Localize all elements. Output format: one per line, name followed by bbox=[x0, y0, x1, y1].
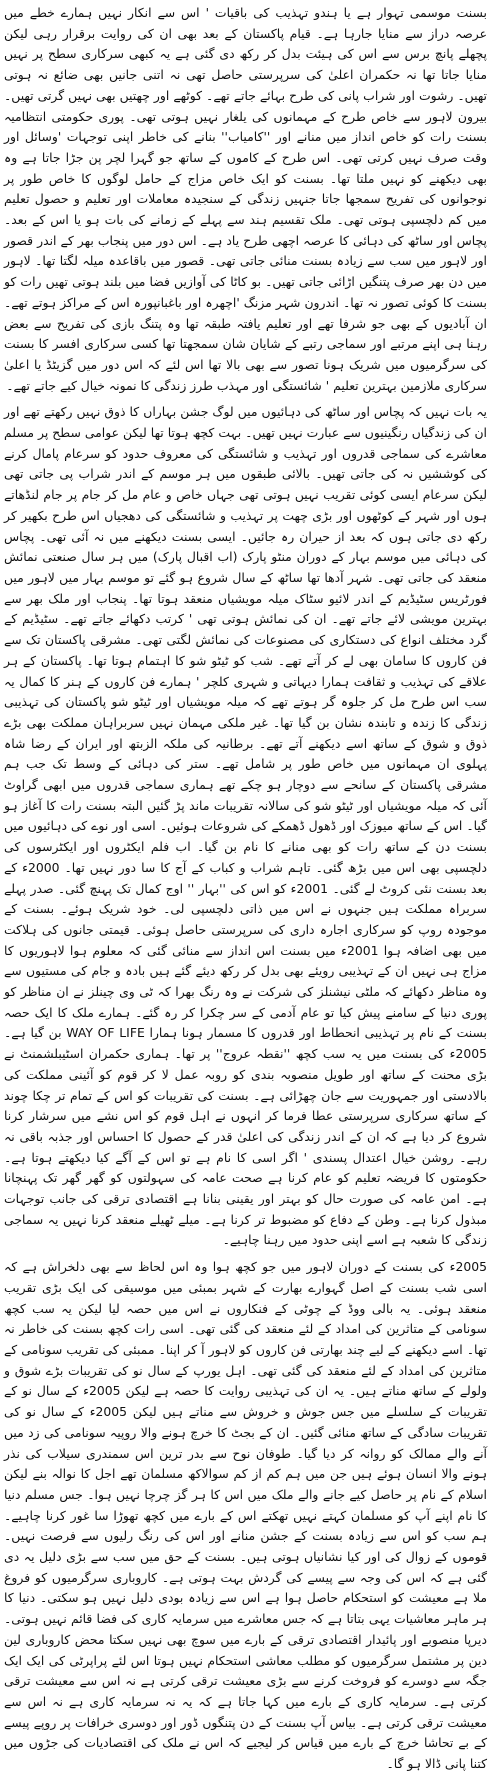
article-paragraph-3: 2005ء کی بسنت کے دوران لاہور میں جو کچھ ہوا وہ اس لحاظ سے بھی دلخراش ہے کہ اسی شب بسنت کے اصل گہوارے بھارت کے شہر بمبئی میں موسیقی کی ایک بڑی تقریب منعقد ہوئی۔ یہ بالی ووڈ کے چوٹی کے فنکاروں نے اس میں حصہ لیا لیکن یہ سب کچھ سونامی کے متاثرین کی امداد کے لئے منعقد کی گئی تھی۔ اسی رات کچھ بسنت کی خاطر نہ تھا۔ اسے دیکھنے کے لیے چند بھارتی فن کاروں کو لاہور آ کر اپنا۔ ممبئی کی تقریب سونامی کے متاثرین کی امداد کے لئے منعقد کی گئی تھی۔ اہل یورپ کے سال نو کی تقریبات بڑے شوق و ولولے کے ساتھ مناتے ہیں۔ یہ ان کی تہذیبی روایت کا حصہ ہے لیکن 2005ء کے سال نو کے تقریبات کے سلسلے میں جس جوش و خروش سے مناتے ہیں لیکن 2005ء کے سال نو کی تقریبات سادگی کے ساتھ منائی گئیں۔ ان کے بجٹ کا خرچ ہونے والا روپیہ سونامی کی زد میں آنے والے ممالک کو روانہ کر دیا گیا۔ طوفان نوح سے بدر ترین اس سمندری سیلاب کی نذر ہونے والا انسان ہوئے ہیں جن میں ہم کم از کم سوالاکھ مسلمان تھے اجل کا نوالہ بنے لیکن اسلام کے نام پر حاصل کیے جانے والے ملک میں اس کا ہر گز چرچا نہیں ہوا۔ جس مسلم دنیا کا نام اپنے آپ کو مسلمان کہتے نہیں تھکتے اس کے بارے میں کچھ تھوڑا سا غور کرنا چاہیے۔ ہم سب کو اس سے زیادہ بسنت کے جشن منانے اور اس کی رنگ رلیوں سے فرصت نہیں۔ قوموں کے زوال کی اور کیا نشانیاں ہوتی ہیں۔ بسنت کے حق میں سب سے بڑی دلیل یہ دی گئی ہے کہ اس کی وجہ سے پیسے کی گردش بہت ہوتی ہے۔ کاروباری سرگرمیوں کو فروغ ملا ہے معیشت کو استحکام حاصل ہوا ہے اس سے زیادہ بودی دلیل نہیں ہو سکتی۔ دنیا کا ہر ماہر معاشیات یہی بتاتا ہے کہ جس معاشرے میں سرمایہ کاری کی فضا قائم نہیں ہوتی۔ دیرپا منصوبے اور پائیدار اقتصادی ترقی کے بارے میں سوچ بھی نہیں سکتا محض کاروباری لین دین پر مشتمل سرگرمیوں کو مطلب معاشی استحکام نہیں ہوتا اس لئے پراپرٹی کی ایک ایک جگہ سے دوسرے کو فروخت کرنے سے بڑی معیشت ترقی کرتی ہے نہ اس سے معیشت ترقی کرتی ہے۔ سرمایہ کاری کے بارے میں کہا جاتا ہے کہ یہ نہ سرمایہ کاری ہے نہ اس سے معیشت ترقی کرتی ہے۔ بیاس آپ بسنت کے دن پتنگوں ڈور اور دوسری خرافات پر روپے پیسے کے بے تحاشا خرچ کے بارے میں قیاس کر لیجیے کہ اس نے ملک کی اقتصادیات کی جڑوں میں کتنا پانی ڈالا ہو گا۔ bbox=[4, 1259, 487, 1772]
article-paragraph-1: بسنت موسمی تہوار ہے یا ہندو تہذیب کی باقیات ' اس سے انکار نہیں ہمارے خطے میں عرصہ دراز سے منایا جارہا ہے۔ قیام پاکستان کے بعد بھی ان کی روایت برقرار رہی لیکن پچھلے پانچ برس سے اس کی ہیئت بدل کر رکھ دی گئی ہے یہ کبھی سرکاری سطح پر نہیں منایا جاتا تھا نہ حکمران اعلیٰ کی سرپرستی حاصل تھی نہ اتنی جانیں بھی ضائع نہ ہوتی تھیں۔ رشوت اور شراب پانی کی طرح بہائے جاتے تھے۔ کوٹھے اور چھتیں بھی نہیں گرتی تھیں۔ بیرون لاہور سے خاص طرح کے مہمانوں کی یلغار نہیں ہوتی تھی۔ پوری حکومتی انتظامیہ بسنت رات کو خاص انداز میں منانے اور ''کامیاب'' بنانے کی خاطر اپنی توجہات 'وسائل اور وقت صرف نہیں کرتی تھی۔ اس طرح کے کاموں کے ساتھ جو گہرا لچر پن جڑا جاتا ہے وہ بھی دیکھنے کو نہیں ملتا تھا۔ بسنت کو ایک خاص مزاج کے حامل لوگوں کا خاص طور پر نوجوانوں کی تفریح سمجھا جاتا جنہیں زندگی کے سنجیدہ معاملات اور تعلیم و حصول تعلیم میں کم دلچسپی ہوتی تھی۔ ملک تقسیم ہند سے پہلے کے زمانے کی بات ہو یا اس کے بعد۔ پچاس اور ساٹھ کی دہائی کا عرصہ اچھی طرح یاد ہے۔ اس دور میں پنجاب بھر کے اندر قصور اور لاہور میں سب سے زیادہ بسنت منائی جاتی تھی۔ قصور میں باقاعدہ میلہ لگتا تھا۔ لاہور میں دن بھر صرف پتنگیں اڑائی جاتی تھیں۔ بو کاٹا کی آوازیں فضا میں بلند ہوتی تھیں رات کو بسنت کا کوئی تصور نہ تھا۔ اندرون شہر مزنگ 'اچھرہ اور باغبانپورہ اس کے مراکز ہوتے تھے۔ ان آبادیوں کے بھی جو شرفا تھے اور تعلیم یافتہ طبقہ تھا وہ پتنگ بازی کی تفریح سے بعض رہنا ہی اپنے مرتبے اور سماجی رتبے کے شایان شان سمجھتا تھا کسی سرکاری افسر کا بسنت کی سرگرمیوں میں شریک ہونا تصور سے بھی بالا تھا اس لئے کہ اس دور میں گزیٹڈ یا اعلیٰ سرکاری ملازمین بہترین تعلیم ' شائستگی اور مہذب طرز زندگی کا نمونہ خیال کیے جاتے تھے۔ bbox=[4, 5, 487, 393]
article-paragraph-2: یہ بات نہیں کہ پچاس اور ساٹھ کی دہائیوں میں لوگ جشن بہاراں کا ذوق نہیں رکھتے تھے اور ان کی زندگیاں رنگینیوں سے عبارت نہیں تھیں۔ بہت کچھ ہوتا تھا لیکن عوامی سطح پر مسلم معاشرے کی سماجی قدروں اور تہذیب و شائستگی کی معروف حدود کو سرعام پامال کرنے کی کوششیں نہ کی جاتی تھیں۔ بالائی طبقوں میں ہر موسم کے اندر شراب پی جاتی تھی لیکن سرعام ایسی کوئی تقریب نہیں ہوتی تھی جہاں خاص و عام مل کر جام پر جام لنڈھاتے ہوں اور شہر کے کوٹھوں اور بڑی چھت پر تہذیب و شائستگی کی دھجیاں اس طرح بکھیر کر رکھ دی جاتی ہوں کہ بعد از حیران رہ جائیں۔ ایسی بسنت دیکھنے میں نہ آئی تھی۔ پچاس کی دہائی میں موسم بہار کے دوران منٹو پارک (اب اقبال پارک) میں ہر سال صنعتی نمائش منعقد کی جاتی تھی۔ شہر آدھا تھا ساٹھ کے سال شروع ہو گئے تو موسم بہار میں لاہور میں فورٹریس سٹیڈیم کے اندر لائیو سٹاک میلہ مویشیاں منعقد ہوتا تھا۔ پنجاب اور ملک بھر سے بہترین مویشی لائے جاتے تھے۔ ان کی نمائش ہوتی تھی ' کرتب دکھائے جاتے تھے۔ سٹیڈیم کے گرد مختلف انواع کی دستکاری کی مصنوعات کی نمائش لگتی تھی۔ مشرقی پاکستان تک سے فن کاروں کا سامان بھی لے کر آتے تھے۔ شب کو ٹیٹو شو کا اہتمام ہوتا تھا۔ پاکستان کے ہر علاقے کی تہذیب و ثقافت ہمارا دیہاتی و شہری کلچر ' ہمارے فن کاروں کے ہنر کا کمال یہ سب اس طرح مل کر جلوہ گر ہوتے تھے کہ میلہ مویشیاں اور ٹیٹو شو پاکستان کی تہذیبی زندگی کا زندہ و تابندہ نشان بن گیا تھا۔ غیر ملکی مہمان نہیں سربراہان مملکت بھی بڑے ذوق و شوق کے ساتھ اسے دیکھنے آتے تھے۔ برطانیہ کی ملکہ الزبتھ اور ایران کے رضا شاہ پہلوی ان مہمانوں میں خاص طور پر شامل تھے۔ ستر کی دہائی کے وسط تک جب ہم مشرقی پاکستان کے سانحے سے دوچار ہو چکے تھے ہماری سماجی قدروں میں ابھی گراوٹ آئی کہ میلہ مویشیاں اور ٹیٹو شو کی سالانہ تقریبات ماند پڑ گئیں البتہ بسنت رات کا آغاز ہو گیا۔ اس کے ساتھ میوزک اور ڈھول ڈھمکے کی شروعات ہوئیں۔ اسی اور نوے کی دہائیوں میں بسنت دن کے ساتھ رات کو بھی منانے کا نام بن گیا۔ اب فلم ایکٹروں اور ایکٹرسوں کی دلچسپی بھی اس میں بڑھ گئی۔ تاہم شراب و کباب کے آج کا سا دور نہیں تھا۔ 2000ء کے بعد بسنت نئی کروٹ لے گئی۔ 2001ء کو اس کی ''بہار '' اوج کمال تک پہنچ گئی۔ صدر پہلے سربراہ مملکت ہیں جنہوں نے اس میں ذاتی دلچسپی لی۔ خود شریک ہوئے۔ بسنت کے موجودہ روپ کو سرکاری اجارہ داری کی سرپرستی حاصل ہوئی۔ قیمتی جانوں کی ہلاکت میں بھی اضافہ ہوا 2001ء میں بسنت اس انداز سے منائی گئی کہ معلوم ہوا لاہوریوں کا مزاج ہی نہیں ان کے تہذیبی رویئے بھی بدل کر رکھ دیئے گئے ہیں بادہ و جام کی مستیوں سے وہ مناظر دکھائے کہ ملٹی نیشنلز کی شرکت نے وہ رنگ بھرا کہ ٹی وی چینلز نے ان مناظر کو پوری دنیا کے سامنے پیش کیا تو عام آدمی کے سر چکرا کر رہ گئے۔ ہمارے ملک کا ایک حصہ بسنت کے نام پر تہذیبی انحطاط اور قدروں کا مسمار ہونا ہمارا WAY OF LIFE بن گیا ہے۔ 2005ء کی بسنت میں یہ سب کچھ ''نقطہ عروج'' پر تھا۔ ہماری حکمران اسٹیبلشمنٹ نے بڑی محنت کے ساتھ اور طویل منصوبہ بندی کو روبہ عمل لا کر قوم کو آئینی مملکت کی بالادستی اور جمہوریت سے جان چھڑائی ہے۔ بسنت کی تقریبات کو اس کے تمام تر چکا چوند کے ساتھ سرکاری سرپرستی عطا فرما کر انہوں نے اہل قوم کو اس نشے میں سرشار کرنا شروع کر دیا ہے کہ ان کے اندر زندگی کی اعلیٰ قدر کے حصول کا احساس اور جذبہ باقی نہ رہے۔ روشن خیال اعتدال پسندی ' اگر اسی کا نام ہے تو اس کے آگے کیا دیکھتے ہوتا ہے۔ حکومتوں کا فریضہ تعلیم کو عام کرنا ہے صحت عامہ کی سہولتوں کو گھر گھر تک پہنچانا ہے۔ امن عامہ کی صورت حال کو بہتر اور یقینی بنانا ہے اقتصادی ترقی کی جانب توجہات مبذول کرنا ہے۔ وطن کے دفاع کو مضبوط تر کرنا ہے۔ میلے ٹھیلے منعقد کرنا نہیں یہ سماجی زندگی کا شعبہ ہے اسے اپنی حدود میں رہنا چاہیے۔ bbox=[4, 404, 487, 1248]
